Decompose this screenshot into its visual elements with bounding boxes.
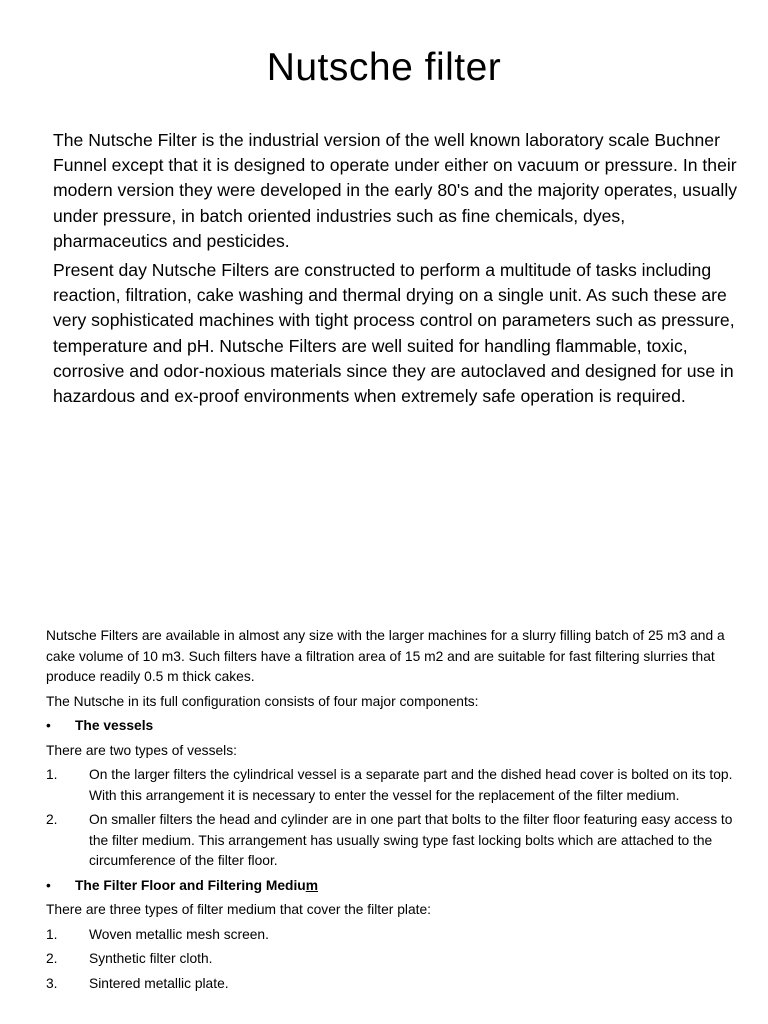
list-item bbox=[46, 810, 736, 872]
filter-floor-heading-text: The Filter Floor and Filtering Mediu bbox=[75, 877, 306, 893]
list-number: 3. bbox=[46, 975, 58, 991]
list-text: Woven metallic mesh screen. bbox=[89, 926, 269, 942]
list-number: 2. bbox=[46, 951, 58, 966]
intro-section bbox=[53, 128, 743, 413]
list-item bbox=[46, 974, 736, 995]
bullet-icon: • bbox=[46, 877, 51, 893]
list-text: Synthetic filter cloth. bbox=[89, 951, 213, 966]
list-item bbox=[46, 765, 736, 806]
vessels-intro: There are two types of vessels: bbox=[46, 742, 237, 758]
list-text: On smaller filters the head and cylinder are in one part that bolts to the filter floor featuring easy access to the filter medium. This arrangement has usually swing type fast locking bolts which are attached to the circumference of the filter floor. bbox=[89, 812, 733, 868]
list-item bbox=[46, 949, 736, 970]
bullet-icon: • bbox=[46, 718, 51, 733]
list-number: 1. bbox=[46, 767, 58, 782]
vessels-heading: The vessels bbox=[75, 718, 154, 733]
details-section bbox=[46, 626, 736, 998]
details-paragraph-1: Nutsche Filters are available in almost any size with the larger machines for a slurry filling batch of 25 m3 and a cake volume of 10 m3. Such filters have a filtration area of 15 m2 and are suitable for fast filtering slurries that produce readily 0.5 m thick cakes. bbox=[46, 628, 725, 684]
filter-floor-heading-underlined: m bbox=[305, 877, 318, 893]
bullet-vessels bbox=[46, 716, 736, 737]
filter-floor-heading bbox=[75, 876, 318, 897]
filter-medium-intro: There are three types of filter medium that cover the filter plate: bbox=[46, 902, 431, 917]
intro-paragraph-1: The Nutsche Filter is the industrial version of the well known laboratory scale Buchner Funnel except that it is designed to operate under either on vacuum or pressure. In their modern version they were developed in the early 80's and the majority operates, usually under pressure, in batch oriented industries such as fine chemicals, dyes, pharmaceutics and pesticides. bbox=[53, 130, 738, 251]
intro-paragraph-2: Present day Nutsche Filters are constructed to perform a multitude of tasks including reaction, filtration, cake washing and thermal drying on a single unit. As such these are very sophisticated machines with tight process control on parameters such as pressure, temperature and pH. Nutsche Filters are well suited for handling flammable, toxic, corrosive and odor-noxious materials since they are autoclaved and designed for use in hazardous and ex-proof environments when extremely safe operation is required. bbox=[53, 260, 735, 407]
details-paragraph-2: The Nutsche in its full configuration consists of four major components: bbox=[46, 693, 479, 709]
list-number: 1. bbox=[46, 926, 58, 942]
page-title: Nutsche filter bbox=[266, 46, 502, 89]
list-text: On the larger filters the cylindrical vessel is a separate part and the dished head cover is bolted on its top. With this arrangement it is necessary to enter the vessel for the replacement of the filter medium. bbox=[89, 767, 733, 803]
list-number: 2. bbox=[46, 812, 58, 827]
list-text: Sintered metallic plate. bbox=[89, 975, 229, 991]
list-item bbox=[46, 925, 736, 946]
bullet-filter-floor bbox=[46, 876, 736, 897]
